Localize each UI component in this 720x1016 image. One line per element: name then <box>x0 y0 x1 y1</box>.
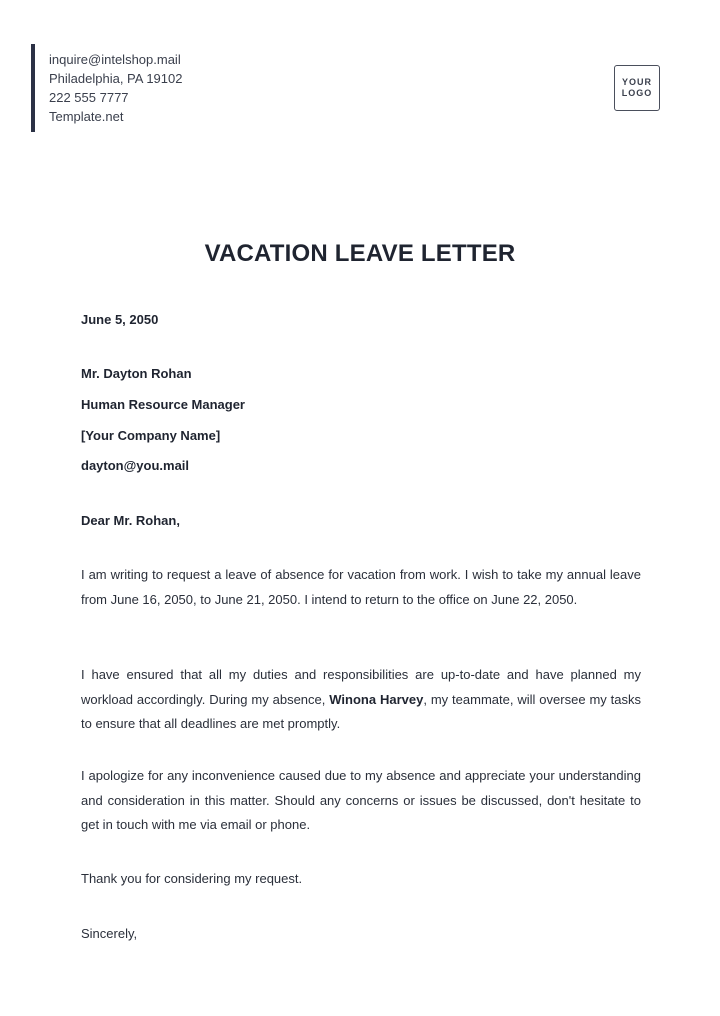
salutation: Dear Mr. Rohan, <box>81 513 180 528</box>
paragraph-2-text-start: I have ensured that all my duties and responsibilities are up-to-date and have planned my workload accordingly. During my absence, <box>81 667 641 707</box>
sender-website: Template.net <box>49 109 124 124</box>
logo-text-line-2: LOGO <box>621 88 653 98</box>
body-paragraph-2 <box>81 663 641 737</box>
logo-text-line-1: YOUR <box>621 77 652 87</box>
body-paragraph-3: I apologize for any inconvenience caused due to my absence and appreciate your understanding and consideration in this matter. Should any concerns or issues be discussed, don't hesitate to get in touch with me via email or phone. <box>81 768 641 832</box>
sender-phone: 222 555 7777 <box>49 90 129 105</box>
paragraph-2-text-end: , my teammate, will oversee my tasks to ensure that all deadlines are met promptly. <box>81 691 641 731</box>
body-paragraph-1: I am writing to request a leave of absence for vacation from work. I wish to take my annual leave from June 16, 2050, to June 21, 2050. I intend to return to the office on June 22, 2050. <box>81 567 641 607</box>
recipient-email: dayton@you.mail <box>81 458 190 473</box>
sender-email: inquire@intelshop.mail <box>49 52 181 67</box>
closing-line: Sincerely, <box>81 926 138 941</box>
letter-date: June 5, 2050 <box>81 312 159 327</box>
company-logo-placeholder <box>614 65 660 111</box>
thanks-line: Thank you for considering my request. <box>81 871 303 886</box>
sender-address: Philadelphia, PA 19102 <box>49 71 183 86</box>
recipient-company: [Your Company Name] <box>81 428 221 443</box>
recipient-position: Human Resource Manager <box>81 397 245 412</box>
recipient-name: Mr. Dayton Rohan <box>81 366 192 381</box>
teammate-name: Winona Harvey <box>329 691 424 707</box>
letter-title: VACATION LEAVE LETTER <box>204 240 516 267</box>
sender-contact-block <box>31 44 182 132</box>
